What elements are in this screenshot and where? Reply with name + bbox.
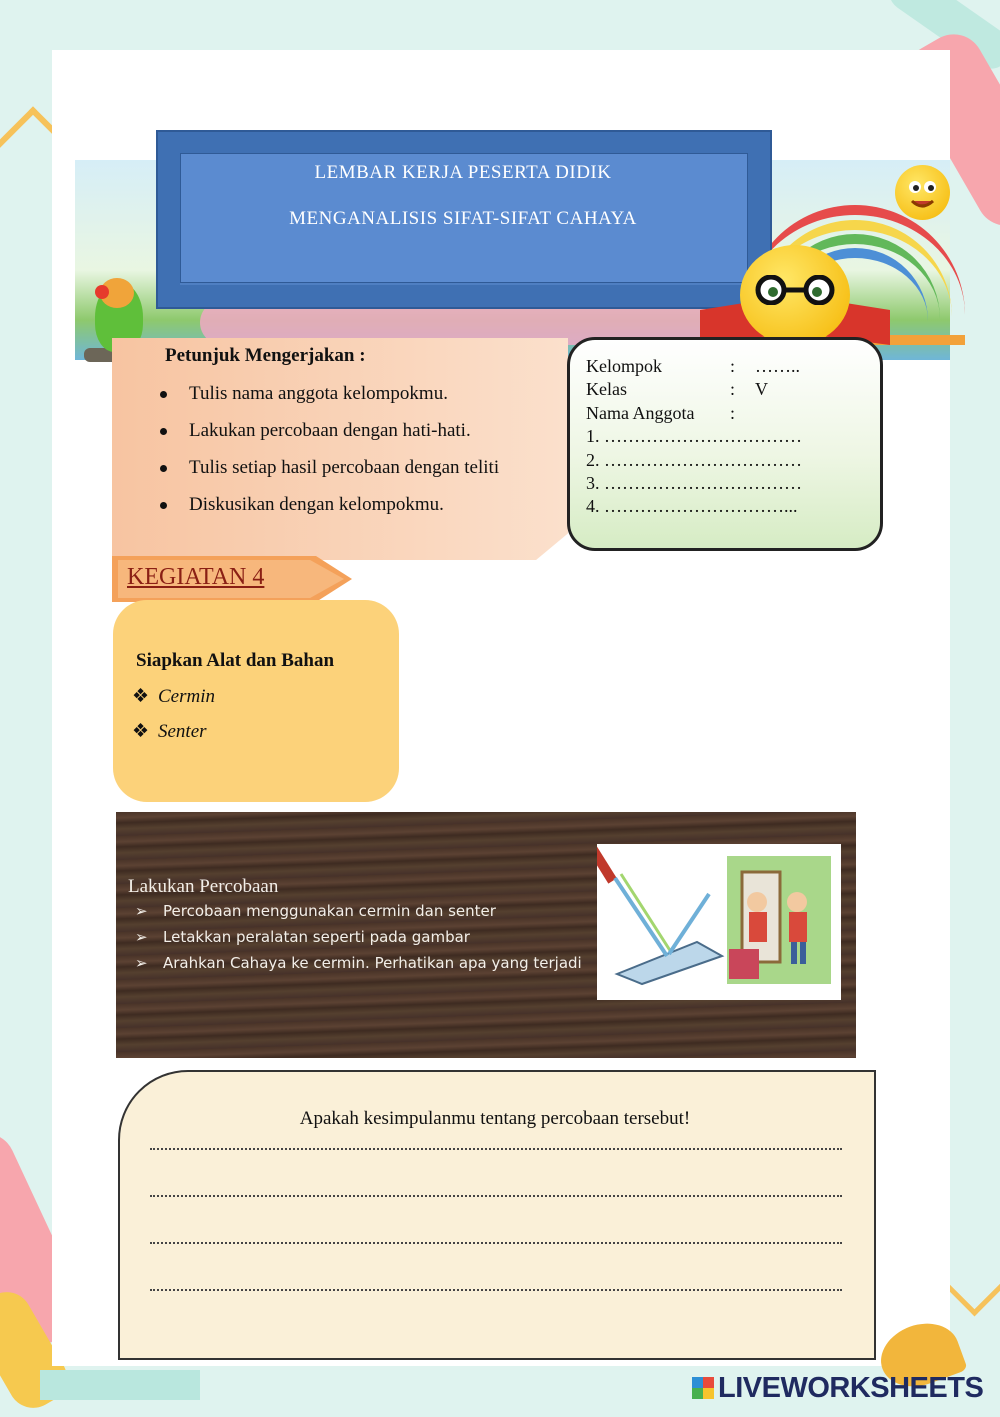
member-field-4[interactable]: 4. …………………………... — [586, 496, 798, 516]
decor-teal-stripe-bottom — [40, 1370, 200, 1400]
list-item: ➢ Arahkan Cahaya ke cermin. Perhatikan apa yang terjadi — [135, 951, 582, 977]
member-field-3[interactable]: 3. …………………………… — [586, 473, 802, 493]
liveworksheets-logo[interactable]: LIVEWORKSHEETS — [692, 1372, 983, 1405]
member-field-2[interactable]: 2. …………………………… — [586, 450, 802, 470]
kelas-label: Kelas — [586, 379, 627, 399]
worksheet-subtitle: MENGANALISIS SIFAT-SIFAT CAHAYA — [289, 208, 637, 229]
arrow-bullet-icon: ➢ — [135, 902, 148, 920]
arrow-bullet-icon: ➢ — [135, 954, 148, 972]
list-item: Tulis setiap hasil percobaan dengan teliti — [160, 454, 499, 491]
bullet-icon — [160, 428, 167, 435]
list-item: ➢ Letakkan peralatan seperti pada gambar — [135, 925, 582, 951]
answer-line-1[interactable] — [150, 1148, 842, 1150]
colon: : — [730, 356, 736, 376]
liveworksheets-logo-icon — [692, 1377, 714, 1399]
experiment-title: Lakukan Percobaan — [128, 876, 279, 897]
decor-orange-chevron-bottom — [943, 1253, 1000, 1317]
worksheet-title: LEMBAR KERJA PESERTA DIDIK — [314, 162, 612, 183]
list-item: ❖ Cermin — [132, 686, 215, 707]
arrow-bullet-icon: ➢ — [135, 928, 148, 946]
bullet-icon — [160, 502, 167, 509]
bullet-icon — [160, 391, 167, 398]
tools-title: Siapkan Alat dan Bahan — [136, 650, 335, 671]
glasses-icon — [745, 275, 845, 305]
kelas-value: V — [755, 379, 768, 399]
smiley-thumbs-icon — [895, 165, 950, 220]
anggota-label: Nama Anggota — [586, 403, 695, 423]
colon: : — [730, 379, 736, 399]
instructions-list — [160, 380, 499, 528]
kelompok-field[interactable]: …….. — [755, 356, 800, 376]
list-item: Lakukan percobaan dengan hati-hati. — [160, 417, 499, 454]
answer-line-2[interactable] — [150, 1195, 842, 1197]
bullet-icon — [160, 465, 167, 472]
list-item: Tulis nama anggota kelompokmu. — [160, 380, 499, 417]
diamond-bullet-icon: ❖ — [132, 721, 150, 742]
colon: : — [730, 403, 736, 423]
answer-line-4[interactable] — [150, 1289, 842, 1291]
flashlight-mirror-diagram — [597, 844, 841, 1000]
experiment-illustration — [597, 844, 841, 1000]
parrot-beak — [95, 285, 109, 299]
list-item: ❖ Senter — [132, 721, 207, 742]
diamond-bullet-icon: ❖ — [132, 686, 150, 707]
instructions-title: Petunjuk Mengerjakan : — [165, 345, 366, 366]
kelompok-label: Kelompok — [586, 356, 662, 376]
experiment-steps — [135, 899, 582, 977]
answer-line-3[interactable] — [150, 1242, 842, 1244]
list-item: ➢ Percobaan menggunakan cermin dan senter — [135, 899, 582, 925]
member-field-1[interactable]: 1. …………………………… — [586, 426, 802, 446]
list-item: Diskusikan dengan kelompokmu. — [160, 491, 499, 528]
conclusion-question: Apakah kesimpulanmu tentang percobaan tersebut! — [299, 1108, 691, 1129]
activity-label: KEGIATAN 4 — [127, 564, 265, 590]
